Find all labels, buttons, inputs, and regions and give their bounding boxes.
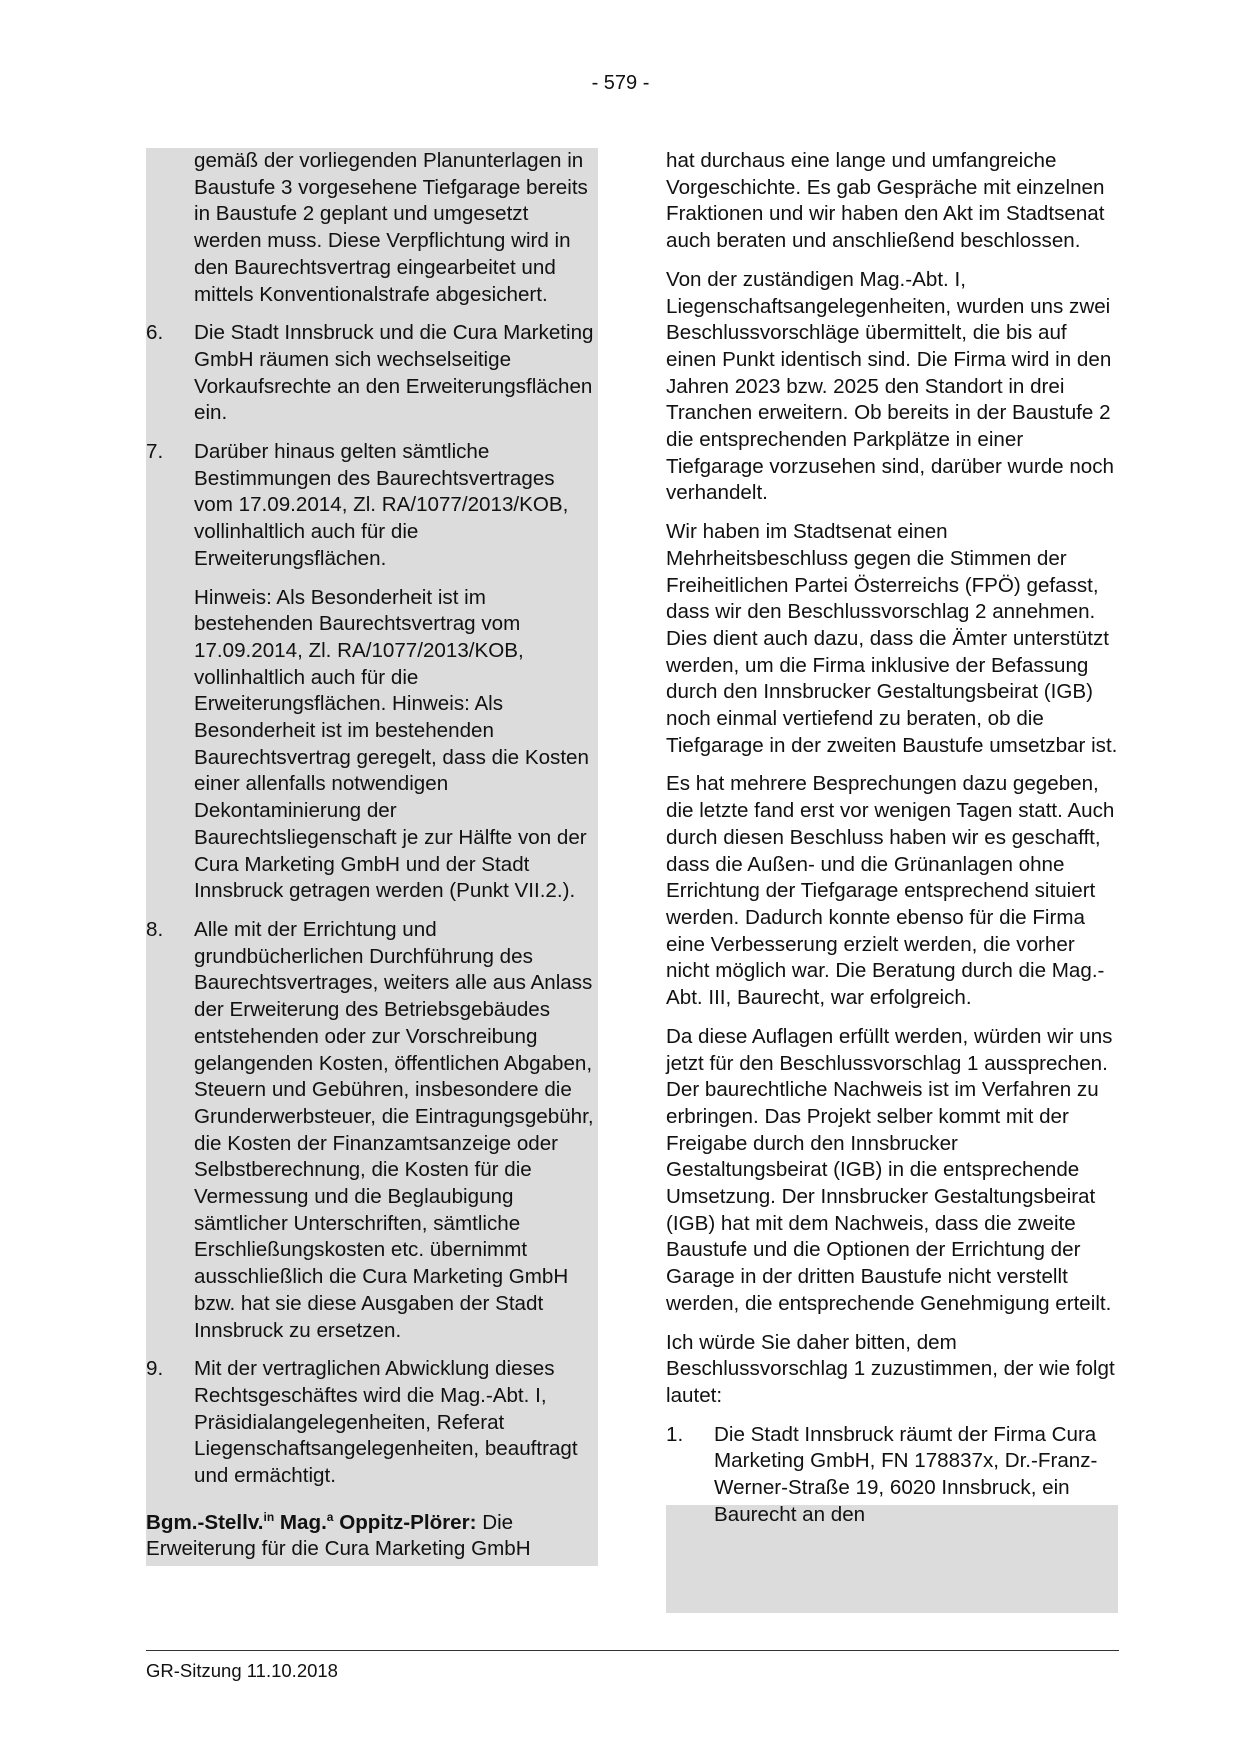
- list-item: [146, 439, 598, 573]
- item-number: 9.: [146, 1357, 164, 1381]
- list-item: [666, 1422, 1118, 1529]
- item-number: 8.: [146, 917, 164, 941]
- page-number: - 579 -: [591, 72, 650, 94]
- paragraph: Von der zuständigen Mag.-Abt. I, Liegenschaftsangelegenheiten, wurden uns zwei Beschlussvorschläge übermittelt, die bis auf einen Punkt identisch sind. Die Firma wird in den Jahren 2023 bzw. 2025 den Standort in drei Tranchen erweitern. Ob bereits in der Baustufe 2 die entsprechenden Parkplätze in einer Tiefgarage vorzusehen sind, darüber wurde noch verhandelt.: [666, 267, 1114, 505]
- list-item: [146, 1356, 598, 1490]
- left-column: [146, 148, 598, 1563]
- item-text: Darüber hinaus gelten sämtliche Bestimmungen des Baurechtsvertrages vom 17.09.2014, Zl. RA/1077/2013/KOB, vollinhaltlich auch für die Erweiterungsflächen.: [194, 440, 569, 570]
- right-column: [666, 148, 1118, 1540]
- paragraph: Wir haben im Stadtsenat einen Mehrheitsbeschluss gegen die Stimmen der Freiheitlichen Partei Österreichs (FPÖ) gefasst, dass wir den Beschlussvorschlag 2 annehmen. Dies dient auch dazu, dass die Ämter unterstützt werden, um die Firma inklusive der Befassung durch den Innsbrucker Gestaltungsbeirat (IGB) noch einmal vertiefend zu beraten, ob die Tiefgarage in der zweiten Baustufe umsetzbar ist.: [666, 520, 1118, 757]
- footer-text: GR-Sitzung 11.10.2018: [146, 1660, 338, 1681]
- speaker-text: Die Erweiterung für die Cura Marketing GmbH: [146, 1510, 531, 1561]
- item-number: 6.: [146, 321, 164, 345]
- speaker-name: Bgm.-Stellv.$^{in}$ Mag.$^a$ Oppitz-Plörer:: [146, 1509, 477, 1534]
- item-text: Alle mit der Errichtung und grundbücherlichen Durchführung des Baurechtsvertrages, weiters alle aus Anlass der Erweiterung des Betriebsgebäudes entstehenden oder zur Vorschreibung gelangenden Kosten, öffentlichen Abgaben, Steuern und Gebühren, insbesondere die Grunderwerbsteuer, die Eintragungsgebühr, die Kosten der Finanzamtsanzeige oder Selbstberechnung, die Kosten für die Vermessung und die Beglaubigung sämtlicher Unterschriften, sämtliche Erschließungskosten etc. übernimmt ausschließlich die Cura Marketing GmbH bzw. hat sie diese Ausgaben der Stadt Innsbruck zu ersetzen.: [194, 917, 594, 1342]
- hinweis-paragraph: Hinweis: Als Besonderheit ist im bestehenden Baurechtsvertrag vom 17.09.2014, Zl. RA/1077/2013/KOB, vollinhaltlich auch für die Erweiterungsflächen. Hinweis: Als Besonderheit ist im bestehenden Baurechtsvertrag geregelt, dass die Kosten einer allenfalls notwendigen Dekontaminierung der Baurechtsliegenschaft je zur Hälfte von der Cura Marketing GmbH und der Stadt Innsbruck getragen werden (Punkt VII.2.).: [194, 585, 589, 903]
- item-number: 7.: [146, 440, 164, 464]
- paragraph: Da diese Auflagen erfüllt werden, würden wir uns jetzt für den Beschlussvorschlag 1 aussprechen. Der baurechtliche Nachweis ist im Verfahren zu erbringen. Das Projekt selber kommt mit der Freigabe durch den Innsbrucker Gestaltungsbeirat (IGB) in die entsprechende Umsetzung. Der Innsbrucker Gestaltungsbeirat (IGB) hat mit dem Nachweis, dass die zweite Baustufe und die Optionen der Errichtung der Garage in der dritten Baustufe nicht verstellt werden, die entsprechende Genehmigung erteilt.: [666, 1024, 1113, 1315]
- speaker-paragraph: [146, 1504, 598, 1563]
- item-text: Die Stadt Innsbruck und die Cura Marketing GmbH räumen sich wechselseitige Vorkaufsrechte an den Erweiterungsflächen ein.: [194, 321, 594, 425]
- item-text: Die Stadt Innsbruck räumt der Firma Cura Marketing GmbH, FN 178837x, Dr.-Franz-Werner-Straße 19, 6020 Innsbruck, ein Baurecht an den: [714, 1422, 1098, 1526]
- continued-paragraph: gemäß der vorliegenden Planunterlagen in Baustufe 3 vorgesehene Tiefgarage bereits in Baustufe 2 geplant und umgesetzt werden muss. Diese Verpflichtung wird in den Baurechtsvertrag eingearbeitet und mittels Konventionalstrafe abgesichert.: [194, 149, 588, 306]
- item-number: 1.: [666, 1422, 684, 1446]
- paragraph: Es hat mehrere Besprechungen dazu gegeben, die letzte fand erst vor wenigen Tagen statt. Auch durch diesen Beschluss haben wir es geschafft, dass die Außen- und die Grünanlagen ohne Errichtung der Tiefgarage entsprechend situiert werden. Dadurch konnte ebenso für die Firma eine Verbesserung erzielt werden, die vorher nicht möglich war. Die Beratung durch die Mag.-Abt. III, Baurecht, war erfolgreich.: [666, 772, 1115, 1010]
- item-text: Mit der vertraglichen Abwicklung dieses Rechtsgeschäftes wird die Mag.-Abt. I, Präsidialangelegenheiten, Referat Liegenschaftsangelegenheiten, beauftragt und ermächtigt.: [194, 1357, 578, 1488]
- paragraph: hat durchaus eine lange und umfangreiche Vorgeschichte. Es gab Gespräche mit einzelnen Fraktionen und wir haben den Akt im Stadtsenat auch beraten und anschließend beschlossen.: [666, 149, 1105, 253]
- footer-divider: [146, 1650, 1119, 1651]
- paragraph: Ich würde Sie daher bitten, dem Beschlussvorschlag 1 zuzustimmen, der wie folgt lautet:: [666, 1330, 1115, 1407]
- list-item: [146, 320, 598, 427]
- list-item: [146, 917, 598, 1344]
